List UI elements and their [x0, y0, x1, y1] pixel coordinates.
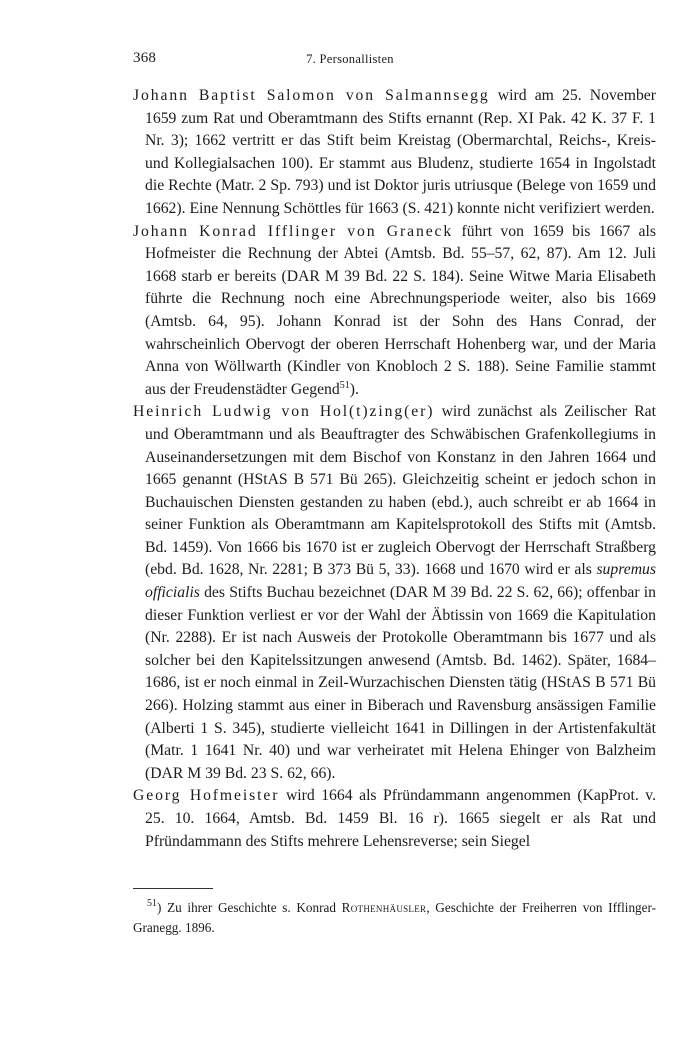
latin-term: supremus officialis [145, 561, 656, 602]
entry-text: wird zunächst als Zeilischer Rat und Oberamtmann und als Beauftragter des Schwäbischen Grafenkollegiums in Auseinandersetzungen mit dem Bischof von Konstanz in den Jahren 1664 und 1665 genannt (HStAS B 571 Bü 265). Gleichzeitig scheint er jedoch schon in Buchauischen Diensten gestanden zu haben (ebd.), auch schreibt er ab 1664 in seiner Funktion als Oberamtmann am Kapitelsprotokoll des Stifts mit (Amtsb. Bd. 1459). Von 1666 bis 1670 ist er zugleich Obervogt der Herrschaft Straßberg (ebd. Bd. 1628, Nr. 2281; B 373 Bü 5, 33). 1668 und 1670 wird er als [145, 403, 656, 579]
entry-name: Johann Baptist Salomon von Salmannsegg [133, 87, 490, 104]
entry-name: Johann Konrad Ifflinger von Graneck [133, 222, 454, 240]
entry-text: führt von 1659 bis 1667 als Hofmeister die Rechnung der Abtei (Amtsb. Bd. 55–57, 62, 87). Am 12. Juli 1668 starb er bereits (DAR M 39 Bd. 22 S. 184). Seine Witwe Maria Elisabeth führte die Rechnung noch eine Abrechnungsperiode weiter, also bis 1669 (Amtsb. 64, 95). Johann Konrad ist der Sohn des Hans Conrad, der wahrscheinlich Obervogt der oberen Herrschaft Hohenberg war, und der Maria Anna von Wöllwarth (Kindler von Knobloch 2 S. 188). Seine Familie stammt aus der Freudenstädter Gegend [145, 222, 656, 398]
entry-text: wird am 25. November 1659 zum Rat und Oberamtmann des Stifts ernannt (Rep. XI Pak. 42 K. 37 F. 1 Nr. 3); 1662 vertritt er das Stift beim Kreistag (Obermarchtal, Reichs-, Kreis- und Kollegialsachen 100). Er stammt aus Bludenz, studierte 1654 in Ingolstadt die Rechte (Matr. 2 Sp. 793) und ist Doktor juris utriusque (Belege von 1659 und 1662). Eine Nennung Schöttles für 1663 (S. 421) konnte nicht verifiziert werden. [145, 87, 656, 217]
entry-holtzing [133, 401, 656, 785]
main-text [133, 85, 656, 853]
page-number: 368 [133, 50, 157, 66]
entry-name: Heinrich Ludwig von Hol(t)zing(er) [133, 403, 435, 421]
footnote-divider [133, 888, 213, 889]
entry-text-continued: des Stifts Buchau bezeichnet (DAR M 39 Bd. 22 S. 62, 66); offenbar in dieser Funktion verliest er vor der Wahl der Äbtissin von 1669 die Kapitulation (Nr. 2288). Er ist nach Ausweis der Protokolle Oberamtmann bis 1677 und als solcher bei den Kapitelssitzungen anwesend (Amtsb. Bd. 1462). Später, 1684–1686, ist er noch einmal in Zeil-Wurzachischen Diensten tätig (HStAS B 571 Bü 266). Holzing stammt aus einer in Biberach und Ravensburg ansässigen Familie (Alberti 1 S. 345), studierte vielleicht 1641 in Dillingen in der Artistenfakultät (Matr. 1 1641 Nr. 40) und war verheiratet mit Helena Ehinger von Balzheim (DAR M 39 Bd. 23 S. 62, 66). [145, 584, 656, 782]
entry-ifflinger [133, 221, 656, 402]
footnote-text: ) Zu ihrer Geschichte s. Konrad [157, 900, 342, 915]
footnote-reference[interactable]: 51 [339, 379, 350, 391]
entry-text: wird 1664 als Pfründammann angenommen (KapProt. v. 25. 10. 1664, Amtsb. Bd. 1459 Bl. 16 r). 1665 siegelt er als Rat und Pfründammann des Stifts mehrere Lehensreverse; sein Siegel [145, 787, 657, 850]
running-head: 7. Personallisten [306, 52, 394, 66]
entry-name: Georg Hofmeister [133, 787, 280, 805]
footnote [133, 898, 656, 937]
entry-salmannsegg [133, 85, 656, 221]
entry-hofmeister [133, 785, 656, 853]
footnote-text-end: , Geschichte der Freiherren von Ifflinger-Granegg. 1896. [133, 900, 657, 935]
footnote-marker: 51 [147, 898, 157, 909]
entry-text-end: ). [349, 380, 359, 398]
footnote-author: Rothenhäusler [341, 900, 427, 915]
